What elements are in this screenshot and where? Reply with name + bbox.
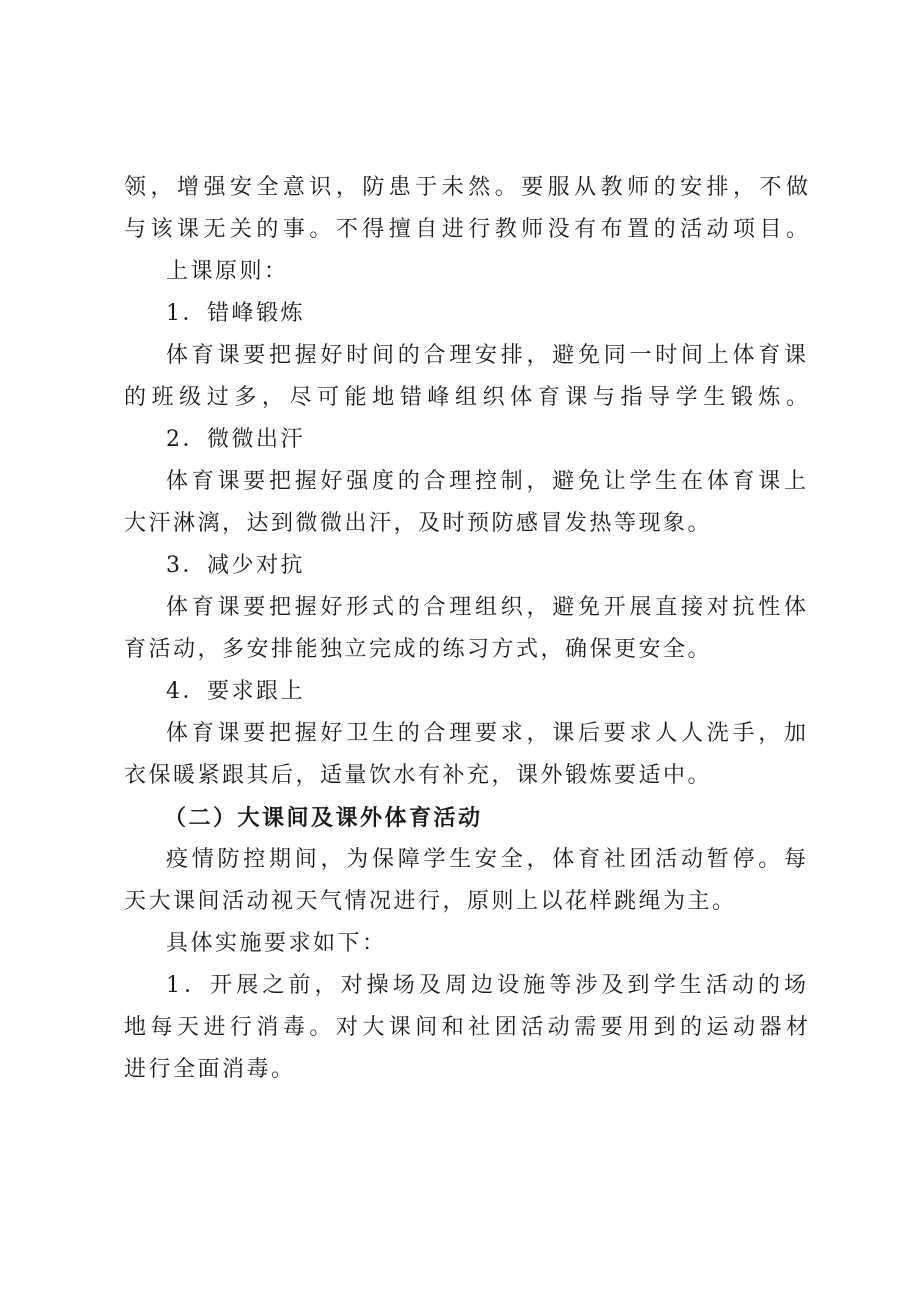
list-item-heading: 1．错峰锻炼: [166, 301, 305, 326]
paragraph-line: 体育课要把握好强度的合理控制，避免让学生在体育课上: [166, 469, 806, 494]
paragraph-line: 地每天进行消毒。对大课间和社团活动需要用到的运动器材: [124, 1015, 808, 1040]
paragraph-line: 育活动，多安排能独立完成的练习方式，确保更安全。: [124, 637, 713, 662]
section-label: 具体实施要求如下：: [166, 931, 387, 956]
paragraph-line: 疫情防控期间，为保障学生安全，体育社团活动暂停。每: [166, 847, 806, 872]
section-subheading: （二）大课间及课外体育活动: [164, 805, 483, 831]
section-label: 上课原则：: [166, 259, 289, 284]
list-item-heading: 2．微微出汗: [166, 427, 305, 452]
paragraph-line: 领，增强安全意识，防患于未然。要服从教师的安排，不做: [124, 175, 808, 200]
paragraph-line: 衣保暖紧跟其后，适量饮水有补充，课外锻炼要适中。: [124, 763, 713, 788]
paragraph-line: 天大课间活动视天气情况进行，原则上以花样跳绳为主。: [124, 889, 737, 914]
paragraph-line: 与该课无关的事。不得擅自进行教师没有布置的活动项目。: [124, 217, 808, 242]
list-item-heading: 3．减少对抗: [166, 553, 305, 578]
paragraph-line: 体育课要把握好卫生的合理要求，课后要求人人洗手，加: [166, 721, 806, 746]
paragraph-line: 体育课要把握好时间的合理安排，避免同一时间上体育课: [166, 343, 806, 368]
list-item-heading: 4．要求跟上: [166, 679, 305, 704]
paragraph-line: 的班级过多，尽可能地错峰组织体育课与指导学生锻炼。: [124, 385, 808, 410]
paragraph-line: 大汗淋漓，达到微微出汗，及时预防感冒发热等现象。: [124, 511, 713, 536]
paragraph-line: 1．开展之前，对操场及周边设施等涉及到学生活动的场: [166, 973, 806, 998]
paragraph-line: 进行全面消毒。: [124, 1057, 296, 1082]
paragraph-line: 体育课要把握好形式的合理组织，避免开展直接对抗性体: [166, 595, 806, 620]
